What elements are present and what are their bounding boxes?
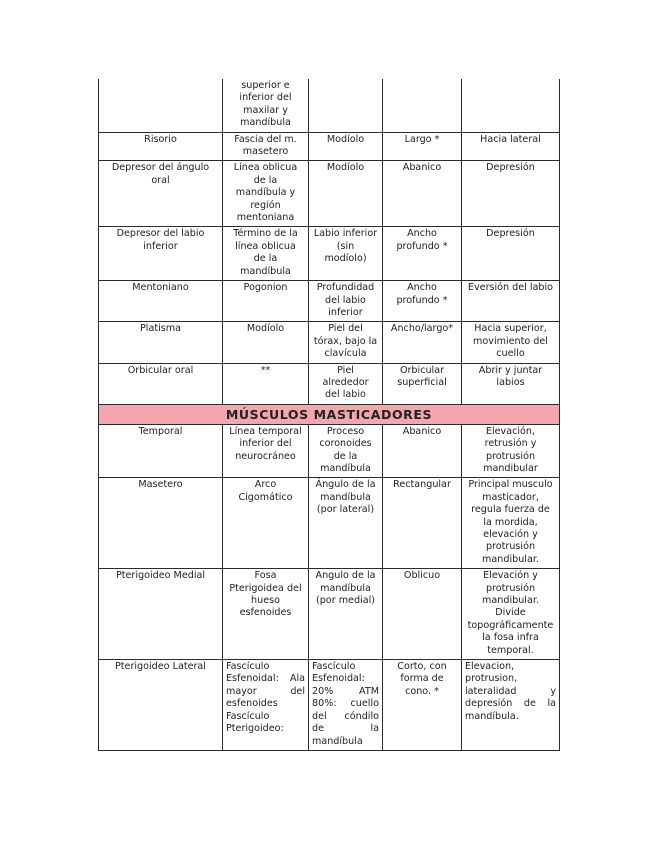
insertion-cell: Piel alrededor del labio [309, 363, 383, 404]
muscle-cell: Pterigoideo Medial [99, 569, 223, 660]
origin-cell: Línea oblicua de la mandíbula y región mentoniana [223, 161, 309, 227]
origin-cell: Línea temporal inferior del neurocráneo [223, 424, 309, 478]
function-cell: Principal musculo masticador, regula fuerza de la mordida, elevación y protrusión mandibular. [462, 478, 560, 569]
table-row [99, 132, 560, 161]
origin-cell: Fosa Pterigoidea del hueso esfenoides [223, 569, 309, 660]
muscle-cell: Depresor del ángulo oral [99, 161, 223, 227]
function-cell: Abrir y juntar labios [462, 363, 560, 404]
insertion-cell: Profundidad del labio inferior [309, 281, 383, 322]
muscle-cell [99, 79, 223, 132]
section-title: MÚSCULOS MASTICADORES [99, 404, 560, 424]
section-header-row [99, 404, 560, 424]
function-cell: Depresión [462, 227, 560, 281]
table-row [99, 79, 560, 132]
type-cell: Largo * [383, 132, 462, 161]
type-cell: Ancho/largo* [383, 322, 462, 363]
function-cell: Hacia lateral [462, 132, 560, 161]
table-row [99, 322, 560, 363]
insertion-cell: Proceso coronoides de la mandíbula [309, 424, 383, 478]
insertion-cell [309, 79, 383, 132]
muscle-cell: Pterigoideo Lateral [99, 660, 223, 751]
type-cell: Corto, con forma de cono. * [383, 660, 462, 751]
origin-cell: Fascia del m. masetero [223, 132, 309, 161]
function-cell: Hacia superior, movimiento del cuello [462, 322, 560, 363]
type-cell: Rectangular [383, 478, 462, 569]
table-row [99, 660, 560, 751]
type-cell: Oblicuo [383, 569, 462, 660]
insertion-cell: Ángulo de la mandíbula (por lateral) [309, 478, 383, 569]
table-row [99, 281, 560, 322]
muscle-cell: Masetero [99, 478, 223, 569]
insertion-cell: Fascículo Esfenoidal: 20% ATM 80%: cuello del cóndilo de la mandíbula [309, 660, 383, 751]
muscle-cell: Orbicular oral [99, 363, 223, 404]
insertion-cell: Piel del tórax, bajo la clavícula [309, 322, 383, 363]
function-cell: Elevación y protrusión mandibular. Divide topográficamente la fosa infra temporal. [462, 569, 560, 660]
muscles-table [98, 79, 560, 751]
origin-cell: ** [223, 363, 309, 404]
table-row [99, 569, 560, 660]
muscle-cell: Platisma [99, 322, 223, 363]
function-cell: Depresión [462, 161, 560, 227]
type-cell: Abanico [383, 424, 462, 478]
table-row [99, 363, 560, 404]
table-row [99, 161, 560, 227]
type-cell: Abanico [383, 161, 462, 227]
origin-cell: Fascículo Esfenoidal: Ala mayor del esfenoides Fascículo Pterigoideo: [223, 660, 309, 751]
function-cell: Elevación, retrusión y protrusión mandibular [462, 424, 560, 478]
type-cell: Ancho profundo * [383, 281, 462, 322]
muscle-cell: Depresor del labio inferior [99, 227, 223, 281]
origin-cell: Arco Cigomático [223, 478, 309, 569]
origin-cell: Pogonion [223, 281, 309, 322]
table-row [99, 227, 560, 281]
insertion-cell: Modíolo [309, 161, 383, 227]
origin-cell: Término de la línea oblicua de la mandíbula [223, 227, 309, 281]
type-cell: Ancho profundo * [383, 227, 462, 281]
insertion-cell: Angulo de la mandíbula (por medial) [309, 569, 383, 660]
muscle-cell: Mentoniano [99, 281, 223, 322]
insertion-cell: Labio inferior (sin modíolo) [309, 227, 383, 281]
type-cell: Orbicular superficial [383, 363, 462, 404]
insertion-cell: Modíolo [309, 132, 383, 161]
function-cell: Elevacion, protrusion, lateralidad y depresión de la mandíbula. [462, 660, 560, 751]
function-cell: Eversión del labio [462, 281, 560, 322]
origin-cell: Modíolo [223, 322, 309, 363]
table-row [99, 478, 560, 569]
muscle-cell: Risorio [99, 132, 223, 161]
muscle-cell: Temporal [99, 424, 223, 478]
table-row [99, 424, 560, 478]
function-cell [462, 79, 560, 132]
type-cell [383, 79, 462, 132]
origin-cell: superior e inferior del maxilar y mandíbula [223, 79, 309, 132]
